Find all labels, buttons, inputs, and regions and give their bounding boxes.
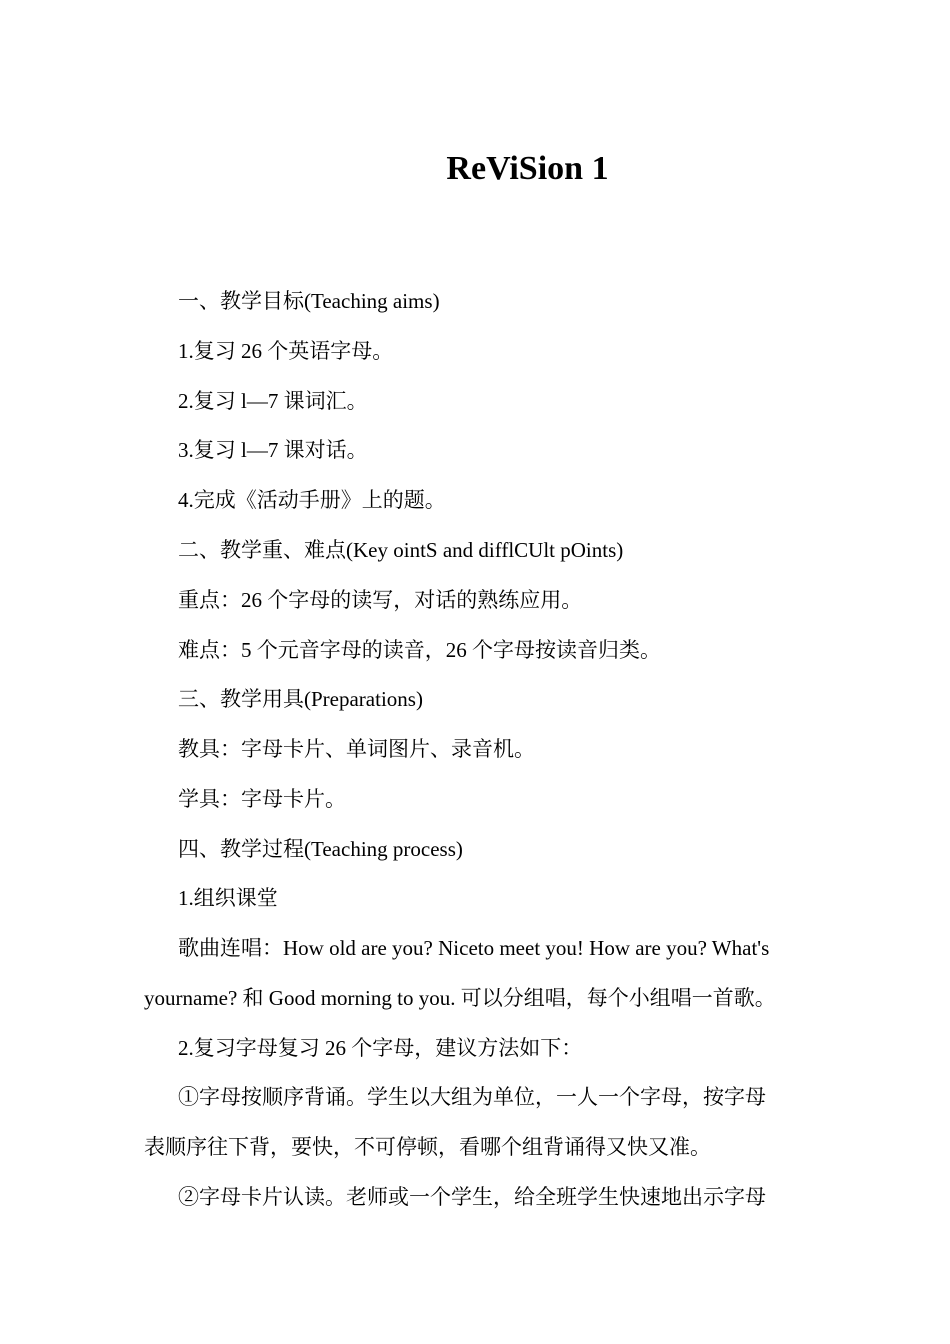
aim-item-3: 3.复习 l—7 课对话。	[178, 438, 368, 462]
aim-item-1: 1.复习 26 个英语字母。	[178, 339, 394, 363]
paragraph-line: ②字母卡片认读。老师或一个学生，给全班学生快速地出示字母	[178, 1185, 766, 1209]
section-heading-teaching-process: 四、教学过程(Teaching process)	[178, 837, 463, 861]
aim-item-4: 4.完成《活动手册》上的题。	[178, 488, 446, 512]
section-heading-key-points: 二、教学重、难点(Key ointS and difflCUlt pOints)	[178, 538, 624, 562]
difficult-point-text: 难点：5 个元音字母的读音，26 个字母按读音归类。	[178, 638, 661, 662]
document-title: ReViSion 1	[446, 150, 609, 187]
aim-item-2: 2.复习 l—7 课词汇。	[178, 389, 368, 413]
paragraph-line: 歌曲连唱：How old are you? Niceto meet you! How are you? What's	[178, 936, 770, 960]
section-heading-preparations: 三、教学用具(Preparations)	[178, 687, 423, 711]
paragraph-line: yourname? 和 Good morning to you. 可以分组唱，每个小组唱一首歌。	[144, 986, 776, 1010]
key-point-text: 重点：26 个字母的读写，对话的熟练应用。	[178, 588, 583, 612]
section-heading-teaching-aims: 一、教学目标(Teaching aims)	[178, 289, 440, 313]
process-step-1: 1.组织课堂	[178, 886, 278, 910]
student-tools-text: 学具：字母卡片。	[178, 787, 346, 811]
process-step-2: 2.复习字母复习 26 个字母，建议方法如下：	[178, 1036, 583, 1060]
paragraph-line: 表顺序往下背，要快，不可停顿，看哪个组背诵得又快又准。	[144, 1135, 711, 1159]
paragraph-line: ①字母按顺序背诵。学生以大组为单位，一人一个字母，按字母	[178, 1085, 766, 1109]
teacher-tools-text: 教具：字母卡片、单词图片、录音机。	[178, 737, 535, 761]
